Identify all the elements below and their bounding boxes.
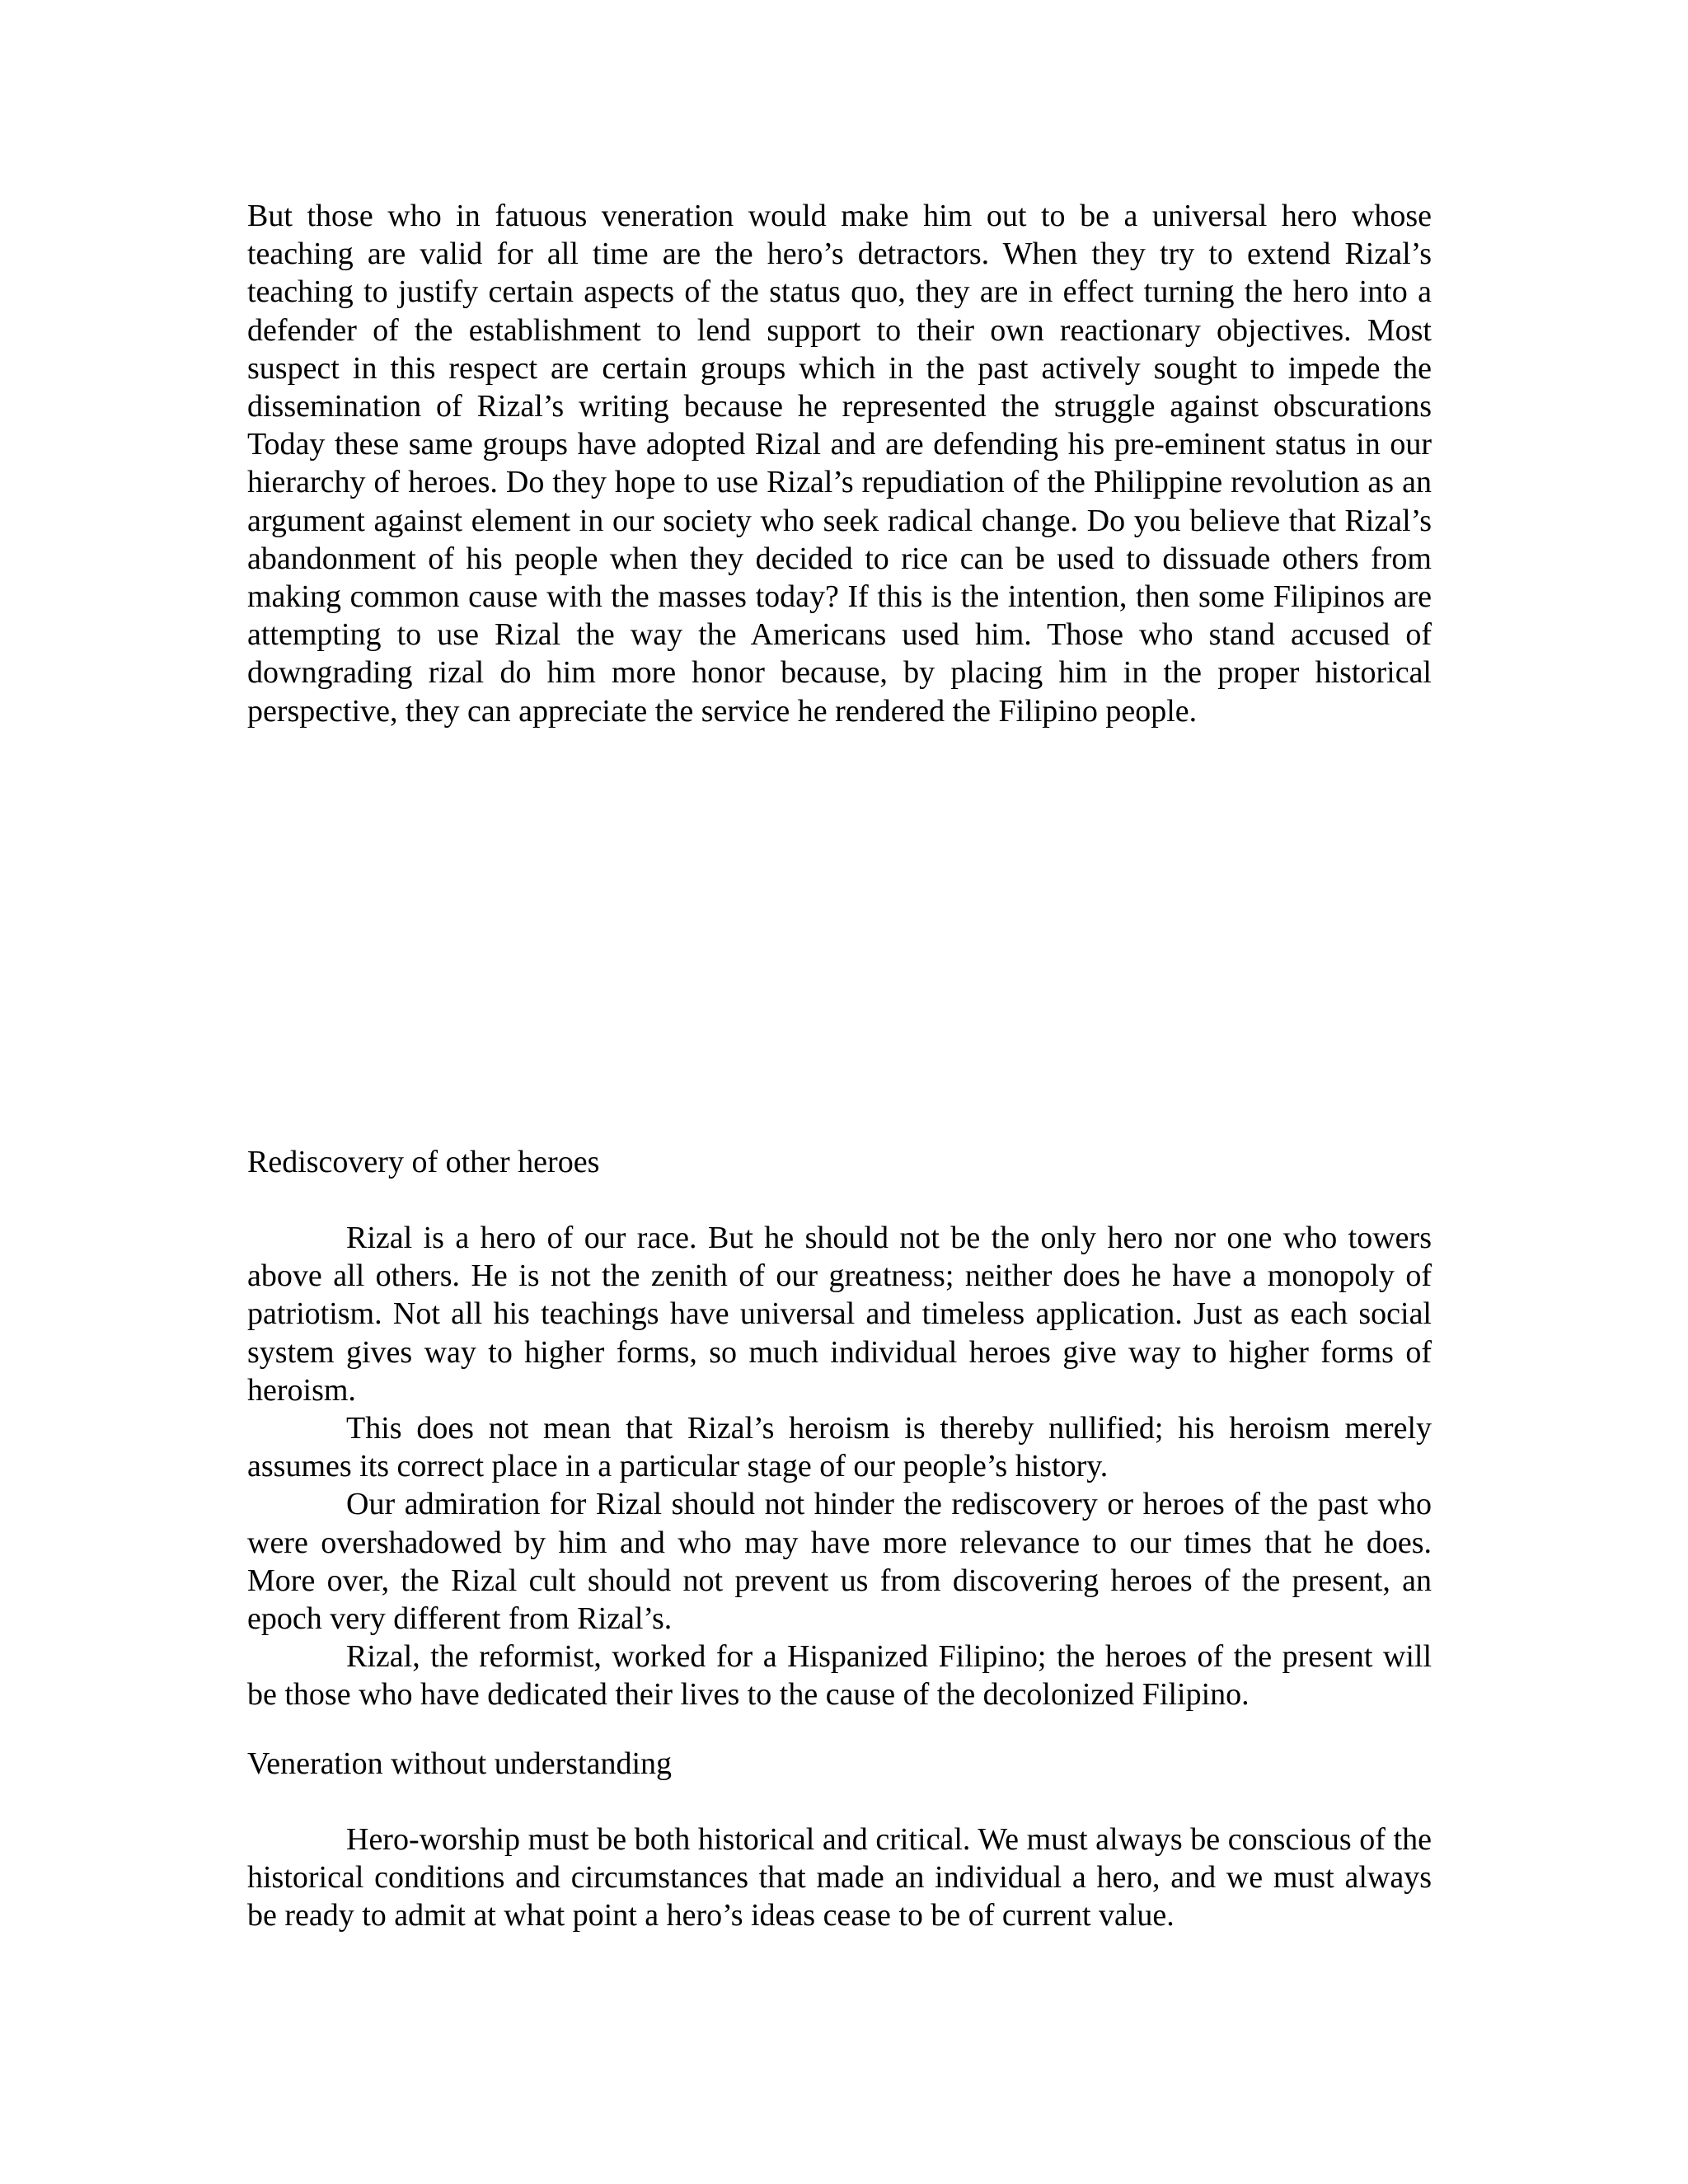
paragraph: Rizal, the reformist, worked for a Hispanized Filipino; the heroes of the present will be those who have dedicated their lives to the cause of the decolonized Filipino. <box>247 1639 1432 1713</box>
paragraph: Rizal is a hero of our race. But he should not be the only hero nor one who towers above all others. He is not the zenith of our greatness; neither does he have a monopoly of patriotism. Not all his teachings have universal and timeless application. Just as each social system gives way to higher forms, so much individual heroes give way to higher forms of heroism. <box>247 1221 1432 1408</box>
section-heading-rediscovery: Rediscovery of other heroes <box>247 1145 600 1179</box>
section-body-veneration <box>247 1821 1432 1935</box>
paragraph: Our admiration for Rizal should not hinder the rediscovery or heroes of the past who were overshadowed by him and who may have more relevance to our times that he does. More over, the Rizal cult should not prevent us from discovering heroes of the present, an epoch very different from Rizal’s. <box>247 1487 1432 1637</box>
paragraph: This does not mean that Rizal’s heroism is thereby nullified; his heroism merely assumes its correct place in a particular stage of our people’s history. <box>247 1411 1432 1484</box>
intro-text-block <box>247 197 1432 730</box>
intro-paragraph: But those who in fatuous veneration would make him out to be a universal hero whose teaching are valid for all time are the hero’s detractors. When they try to extend Rizal’s teaching to justify certain aspects of the status quo, they are in effect turning the hero into a defender of the establishment to lend support to their own reactionary objectives. Most suspect in this respect are certain groups which in the past actively sought to impede the dissemination of Rizal’s writing because he represented the struggle against obscurations Today these same groups have adopted Rizal and are defending his pre-eminent status in our hierarchy of heroes. Do they hope to use Rizal’s repudiation of the Philippine revolution as an argument against element in our society who seek radical change. Do you believe that Rizal’s abandonment of his people when they decided to rice can be used to dissuade others from making common cause with the masses today? If this is the intention, then some Filipinos are attempting to use Rizal the way the Americans used him. Those who stand accused of downgrading rizal do him more honor because, by placing him in the proper historical perspective, they can appreciate the service he rendered the Filipino people. <box>247 199 1432 729</box>
paragraph: Hero-worship must be both historical and critical. We must always be conscious of the historical conditions and circumstances that made an individual a hero, and we must always be ready to admit at what point a hero’s ideas cease to be of current value. <box>247 1822 1432 1933</box>
section-body-rediscovery <box>247 1219 1432 1714</box>
section-heading-veneration: Veneration without understanding <box>247 1746 673 1781</box>
